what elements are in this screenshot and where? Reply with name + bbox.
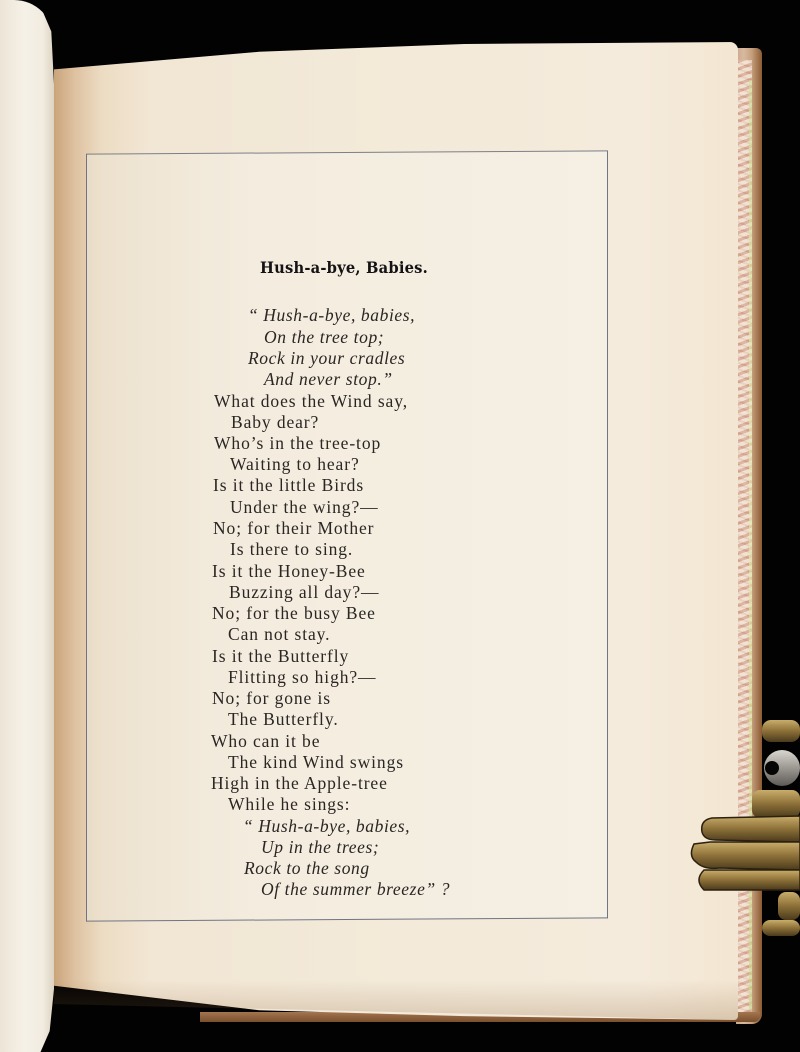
poem-line: On the tree top; [264, 327, 385, 347]
poem-line: What does the Wind say, [214, 391, 408, 411]
poem-line: Who’s in the tree-top [214, 433, 382, 453]
poem-line: Of the summer breeze” ? [261, 879, 451, 899]
poem-line: While he sings: [228, 794, 351, 814]
poem-line: Flitting so high?— [228, 667, 377, 687]
poem-line: Rock to the song [244, 858, 370, 878]
poem-line: Who can it be [211, 731, 321, 751]
poem-line: Is it the little Birds [213, 475, 365, 495]
poem-line: The Butterfly. [228, 709, 339, 729]
poem-line: Rock in your cradles [248, 348, 406, 368]
poem-title: Hush-a-bye, Babies. [260, 258, 428, 277]
poem-line: Is it the Honey-Bee [212, 561, 366, 581]
poem-line: Can not stay. [228, 624, 331, 644]
poem-line: Waiting to hear? [230, 454, 360, 474]
poem-line: Under the wing?— [230, 497, 379, 517]
poem-line: Is it the Butterfly [212, 646, 350, 666]
poem-line: The kind Wind swings [228, 752, 404, 772]
turned-left-page [0, 0, 54, 1052]
poem-line: “ Hush-a-bye, babies, [248, 305, 416, 325]
poem-line: No; for the busy Bee [212, 603, 376, 623]
poem-line: Is there to sing. [230, 539, 354, 559]
poem-line: Buzzing all day?— [229, 582, 380, 602]
poem-line: No; for gone is [212, 688, 331, 708]
poem-line: High in the Apple-tree [211, 773, 388, 793]
poem-line: No; for their Mother [213, 518, 375, 538]
poem-line: Up in the trees; [261, 837, 380, 857]
brass-clasp-ornament [690, 720, 800, 940]
poem-line: And never stop.” [264, 369, 393, 389]
poem-line: “ Hush-a-bye, babies, [243, 816, 411, 836]
poem-line: Baby dear? [231, 412, 320, 432]
